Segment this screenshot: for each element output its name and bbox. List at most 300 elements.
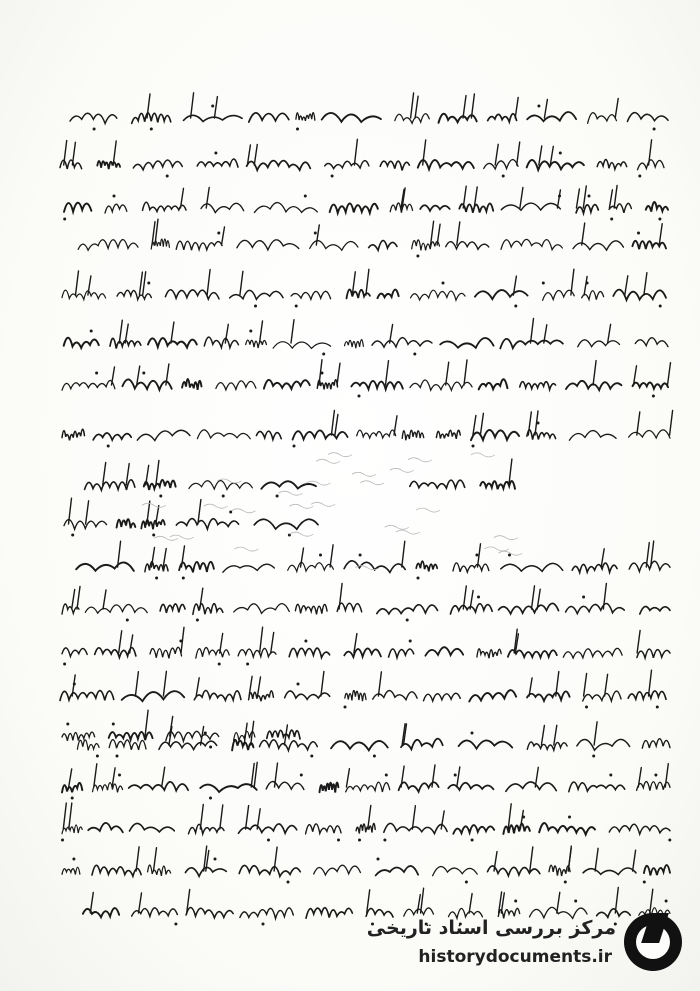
handwritten-stroke bbox=[464, 360, 467, 385]
handwritten-word bbox=[189, 481, 252, 490]
handwritten-dot bbox=[383, 839, 386, 842]
handwritten-stroke bbox=[457, 767, 460, 787]
handwritten-word bbox=[344, 561, 405, 573]
handwritten-word bbox=[543, 290, 575, 300]
handwritten-dot bbox=[373, 755, 376, 758]
handwritten-word bbox=[638, 160, 665, 170]
handwritten-word bbox=[266, 782, 304, 790]
handwritten-dot bbox=[643, 881, 646, 884]
scan-smudge bbox=[289, 504, 313, 508]
handwritten-dot bbox=[665, 900, 668, 903]
handwritten-dot bbox=[297, 683, 300, 686]
handwritten-word bbox=[549, 865, 570, 876]
handwritten-stroke bbox=[568, 846, 571, 871]
handwritten-line bbox=[64, 498, 318, 536]
handwritten-word bbox=[377, 605, 438, 614]
handwritten-dot bbox=[179, 640, 182, 643]
handwritten-word bbox=[322, 113, 381, 122]
handwritten-word bbox=[151, 239, 169, 249]
watermark bbox=[366, 909, 682, 977]
handwritten-word bbox=[369, 241, 397, 251]
handwritten-word bbox=[389, 649, 414, 658]
handwritten-stroke bbox=[335, 414, 338, 435]
handwritten-word bbox=[200, 784, 256, 792]
handwritten-stroke bbox=[576, 189, 579, 208]
handwritten-dot bbox=[267, 839, 270, 842]
handwritten-stroke bbox=[412, 806, 415, 829]
handwritten-dot bbox=[477, 596, 480, 599]
handwritten-word bbox=[499, 603, 559, 613]
handwritten-word bbox=[288, 562, 334, 571]
handwritten-word bbox=[62, 648, 87, 657]
handwritten-stroke bbox=[615, 99, 618, 119]
handwritten-word bbox=[76, 562, 134, 570]
handwritten-word bbox=[93, 433, 131, 440]
handwritten-word bbox=[629, 430, 670, 438]
handwritten-word bbox=[448, 783, 493, 790]
handwritten-dot bbox=[358, 395, 361, 398]
handwritten-stroke bbox=[130, 635, 133, 653]
handwritten-stroke bbox=[69, 769, 72, 787]
handwritten-dot bbox=[417, 577, 420, 580]
handwritten-word bbox=[479, 379, 508, 389]
handwritten-dot bbox=[204, 732, 207, 735]
handwritten-stroke bbox=[69, 803, 72, 829]
handwritten-dot bbox=[63, 663, 66, 666]
handwritten-dot bbox=[66, 723, 69, 726]
handwritten-word bbox=[629, 561, 670, 571]
handwritten-dot bbox=[112, 723, 115, 726]
scan-smudge bbox=[390, 468, 414, 472]
handwritten-stroke bbox=[119, 320, 122, 343]
handwritten-word bbox=[77, 740, 99, 751]
handwritten-stroke bbox=[72, 590, 75, 610]
handwritten-word bbox=[182, 379, 201, 390]
handwritten-stroke bbox=[220, 805, 223, 829]
handwritten-word bbox=[331, 741, 388, 750]
scan-smudge bbox=[154, 536, 178, 540]
handwritten-stroke bbox=[557, 190, 560, 208]
handwritten-stroke bbox=[554, 725, 557, 745]
handwritten-stroke bbox=[463, 96, 466, 118]
handwritten-dot bbox=[304, 195, 307, 198]
handwritten-line bbox=[60, 670, 666, 708]
handwritten-word bbox=[184, 115, 243, 121]
handwritten-dot bbox=[246, 663, 249, 666]
handwritten-stroke bbox=[432, 765, 435, 787]
handwritten-dot bbox=[588, 195, 591, 198]
handwritten-word bbox=[425, 647, 463, 656]
handwritten-dot bbox=[502, 175, 505, 178]
handwritten-dot bbox=[385, 774, 388, 777]
handwritten-word bbox=[527, 742, 567, 750]
handwritten-stroke bbox=[162, 767, 165, 787]
handwritten-word bbox=[306, 824, 341, 834]
handwritten-word bbox=[366, 908, 393, 917]
scan-smudge bbox=[311, 502, 335, 506]
handwritten-word bbox=[520, 382, 556, 390]
handwritten-word bbox=[216, 381, 256, 390]
handwritten-dot bbox=[218, 663, 221, 666]
handwritten-word bbox=[141, 520, 164, 529]
handwritten-line bbox=[60, 139, 664, 177]
handwritten-stroke bbox=[76, 271, 79, 295]
handwritten-stroke bbox=[386, 361, 389, 385]
handwritten-word bbox=[484, 160, 518, 169]
handwritten-word bbox=[395, 114, 429, 124]
handwritten-stroke bbox=[520, 188, 523, 209]
handwritten-dot bbox=[471, 732, 474, 735]
handwritten-stroke bbox=[366, 269, 369, 295]
handwritten-word bbox=[117, 519, 136, 528]
handwritten-word bbox=[416, 561, 437, 571]
handwritten-word bbox=[440, 338, 493, 348]
handwritten-stroke bbox=[260, 627, 263, 653]
handwritten-word bbox=[160, 604, 185, 613]
scan-smudge bbox=[385, 525, 409, 529]
handwritten-dot bbox=[522, 816, 525, 819]
handwritten-word bbox=[501, 563, 563, 571]
handwritten-stroke bbox=[139, 893, 142, 913]
handwritten-dot bbox=[344, 706, 347, 709]
handwritten-stroke bbox=[637, 631, 640, 654]
handwritten-word bbox=[411, 290, 466, 300]
handwritten-word bbox=[346, 782, 390, 792]
handwritten-line bbox=[62, 410, 673, 447]
scan-smudge bbox=[142, 503, 166, 507]
handwritten-dot bbox=[304, 640, 307, 643]
handwritten-dot bbox=[442, 282, 445, 285]
handwritten-word bbox=[122, 691, 184, 701]
handwritten-word bbox=[635, 338, 668, 347]
handwritten-stroke bbox=[291, 320, 294, 343]
handwritten-word bbox=[453, 825, 494, 834]
handwritten-stroke bbox=[517, 142, 520, 165]
handwritten-dot bbox=[514, 305, 517, 308]
handwritten-dot bbox=[113, 195, 116, 198]
handwritten-word bbox=[433, 866, 478, 875]
handwritten-stroke bbox=[72, 142, 75, 165]
scan-smudge bbox=[279, 491, 303, 495]
handwritten-dot bbox=[217, 232, 220, 235]
scan-smudge bbox=[494, 536, 518, 540]
handwritten-word bbox=[446, 242, 489, 250]
scan-smudge bbox=[316, 459, 340, 463]
handwritten-dot bbox=[322, 353, 325, 356]
handwritten-dot bbox=[568, 816, 571, 819]
handwritten-word bbox=[62, 380, 115, 390]
handwritten-stroke bbox=[457, 222, 460, 245]
handwritten-stroke bbox=[254, 144, 257, 165]
handwritten-word bbox=[249, 113, 289, 122]
handwritten-word bbox=[264, 380, 310, 389]
handwritten-word bbox=[539, 823, 595, 834]
handwritten-dot bbox=[654, 774, 657, 777]
handwritten-word bbox=[583, 691, 621, 701]
handwritten-stroke bbox=[530, 847, 533, 871]
handwritten-dot bbox=[413, 353, 416, 356]
handwritten-word bbox=[410, 380, 472, 390]
handwritten-word bbox=[488, 114, 517, 122]
handwritten-word bbox=[194, 690, 241, 700]
handwritten-word bbox=[506, 782, 556, 791]
handwritten-stroke bbox=[614, 186, 617, 209]
handwritten-stroke bbox=[541, 725, 544, 745]
handwritten-word bbox=[150, 647, 182, 658]
handwritten-word bbox=[254, 519, 318, 529]
handwritten-word bbox=[62, 867, 80, 874]
handwritten-word bbox=[330, 204, 378, 213]
handwritten-word bbox=[345, 340, 364, 349]
handwritten-stroke bbox=[331, 410, 334, 435]
handwritten-word bbox=[144, 480, 176, 490]
handwritten-word bbox=[378, 290, 399, 299]
handwritten-dot bbox=[211, 105, 214, 108]
handwritten-stroke bbox=[214, 97, 217, 118]
handwritten-word bbox=[356, 823, 375, 833]
scan-smudge bbox=[416, 508, 440, 512]
handwritten-word bbox=[201, 203, 244, 212]
handwritten-dot bbox=[155, 577, 158, 580]
handwritten-stroke bbox=[94, 764, 97, 787]
handwritten-word bbox=[165, 290, 219, 299]
handwritten-line bbox=[410, 459, 515, 489]
scan-smudge bbox=[328, 453, 352, 457]
handwritten-stroke bbox=[649, 140, 652, 165]
handwritten-word bbox=[477, 649, 501, 659]
handwritten-stroke bbox=[354, 139, 357, 165]
handwritten-word bbox=[109, 740, 146, 750]
handwritten-word bbox=[97, 161, 120, 169]
handwritten-stroke bbox=[584, 277, 587, 296]
handwritten-word bbox=[627, 113, 668, 122]
handwritten-word bbox=[628, 691, 666, 699]
handwritten-dot bbox=[147, 282, 150, 285]
handwritten-dot bbox=[564, 881, 567, 884]
handwritten-word bbox=[644, 865, 670, 875]
handwritten-dot bbox=[508, 554, 511, 557]
handwritten-stroke bbox=[135, 672, 138, 696]
handwritten-word bbox=[64, 338, 99, 348]
handwritten-dot bbox=[262, 923, 265, 926]
handwritten-dot bbox=[359, 554, 362, 557]
handwritten-dot bbox=[142, 372, 145, 375]
handwritten-word bbox=[424, 693, 461, 701]
handwritten-word bbox=[92, 865, 141, 876]
handwritten-dot bbox=[668, 839, 671, 842]
handwritten-dot bbox=[166, 175, 169, 178]
handwritten-word bbox=[597, 160, 626, 170]
handwritten-word bbox=[576, 205, 598, 214]
handwritten-dot bbox=[585, 706, 588, 709]
handwritten-word bbox=[372, 338, 432, 347]
handwritten-dot bbox=[116, 755, 119, 758]
handwritten-stroke bbox=[637, 412, 640, 435]
handwritten-stroke bbox=[156, 461, 159, 486]
handwritten-dot bbox=[90, 330, 93, 333]
handwritten-stroke bbox=[143, 272, 146, 295]
handwritten-dot bbox=[214, 152, 217, 155]
handwritten-dot bbox=[638, 175, 641, 178]
handwritten-dot bbox=[559, 152, 562, 155]
scan-smudge bbox=[204, 504, 228, 508]
handwritten-dot bbox=[454, 774, 457, 777]
handwritten-word bbox=[260, 740, 318, 751]
handwritten-word bbox=[159, 741, 217, 749]
handwritten-word bbox=[62, 783, 82, 793]
handwritten-word bbox=[314, 865, 361, 875]
handwritten-line bbox=[62, 710, 300, 748]
handwritten-dot bbox=[319, 554, 322, 557]
handwritten-dot bbox=[652, 395, 655, 398]
scan-smudge bbox=[231, 509, 255, 513]
handwritten-word bbox=[418, 160, 474, 169]
handwritten-stroke bbox=[139, 272, 142, 295]
handwritten-word bbox=[376, 866, 419, 876]
handwritten-dot bbox=[276, 495, 279, 498]
handwritten-stroke bbox=[156, 506, 159, 524]
handwritten-word bbox=[633, 382, 668, 388]
handwritten-dot bbox=[609, 774, 612, 777]
handwritten-word bbox=[62, 825, 82, 834]
handwritten-word bbox=[223, 564, 274, 572]
handwritten-word bbox=[60, 691, 114, 701]
handwritten-word bbox=[293, 430, 348, 439]
handwritten-word bbox=[469, 690, 516, 701]
handwritten-word bbox=[325, 161, 369, 169]
handwritten-line bbox=[62, 583, 670, 621]
handwritten-dot bbox=[73, 683, 76, 686]
handwritten-dot bbox=[416, 255, 419, 258]
handwritten-dot bbox=[586, 282, 589, 285]
handwritten-dot bbox=[471, 839, 474, 842]
handwritten-line bbox=[78, 219, 666, 257]
handwritten-stroke bbox=[206, 188, 209, 209]
handwritten-stroke bbox=[583, 186, 586, 208]
handwritten-word bbox=[501, 203, 560, 210]
handwritten-dot bbox=[337, 839, 340, 842]
handwritten-dot bbox=[358, 839, 361, 842]
handwritten-word bbox=[239, 824, 297, 833]
handwritten-word bbox=[256, 431, 281, 439]
handwritten-stroke bbox=[251, 763, 254, 787]
handwritten-dot bbox=[300, 774, 303, 777]
handwritten-word bbox=[129, 782, 188, 791]
handwritten-word bbox=[637, 649, 670, 658]
handwritten-stroke bbox=[646, 543, 649, 567]
handwritten-word bbox=[143, 202, 187, 211]
handwritten-stroke bbox=[77, 587, 80, 610]
handwritten-word bbox=[357, 430, 396, 438]
handwritten-word bbox=[62, 732, 95, 741]
handwritten-dot bbox=[96, 755, 99, 758]
handwritten-word bbox=[471, 430, 519, 440]
handwritten-dot bbox=[637, 232, 640, 235]
handwritten-dot bbox=[537, 105, 540, 108]
handwritten-stroke bbox=[593, 361, 596, 385]
handwritten-word bbox=[78, 240, 138, 251]
handwritten-word bbox=[197, 159, 238, 167]
handwritten-dot bbox=[214, 858, 217, 861]
handwritten-stroke bbox=[63, 803, 66, 829]
handwritten-word bbox=[240, 908, 293, 919]
handwritten-word bbox=[273, 342, 331, 349]
handwritten-word bbox=[320, 783, 339, 793]
handwritten-word bbox=[563, 648, 622, 658]
handwritten-line bbox=[62, 627, 670, 665]
handwritten-stroke bbox=[608, 324, 611, 343]
handwritten-line bbox=[63, 186, 668, 221]
handwritten-stroke bbox=[258, 677, 261, 696]
handwritten-word bbox=[193, 604, 223, 615]
handwritten-stroke bbox=[668, 363, 671, 385]
handwritten-word bbox=[285, 691, 330, 699]
handwritten-word bbox=[267, 730, 300, 739]
handwritten-stroke bbox=[246, 806, 249, 829]
handwritten-word bbox=[588, 113, 617, 124]
handwritten-dot bbox=[61, 839, 64, 842]
handwritten-dot bbox=[406, 619, 409, 622]
handwritten-dot bbox=[314, 232, 317, 235]
handwritten-dot bbox=[310, 755, 313, 758]
handwritten-word bbox=[295, 604, 327, 614]
handwritten-word bbox=[453, 563, 489, 572]
handwritten-stroke bbox=[603, 583, 606, 609]
handwritten-stroke bbox=[649, 670, 652, 696]
handwritten-dot bbox=[174, 923, 177, 926]
handwritten-word bbox=[239, 865, 300, 876]
handwritten-word bbox=[609, 203, 631, 212]
handwritten-dot bbox=[558, 195, 561, 198]
handwritten-dot bbox=[592, 755, 595, 758]
handwritten-stroke bbox=[163, 671, 166, 696]
handwritten-word bbox=[583, 868, 636, 875]
handwritten-dot bbox=[331, 175, 334, 178]
handwritten-dot bbox=[656, 706, 659, 709]
handwritten-stroke bbox=[495, 144, 498, 165]
handwritten-line bbox=[62, 846, 670, 883]
handwritten-stroke bbox=[222, 227, 225, 245]
handwritten-word bbox=[197, 430, 250, 439]
handwritten-word bbox=[503, 824, 529, 834]
handwritten-word bbox=[234, 604, 290, 614]
handwritten-stroke bbox=[437, 224, 440, 245]
handwritten-stroke bbox=[515, 97, 518, 118]
handwritten-word bbox=[436, 430, 460, 439]
handwritten-stroke bbox=[337, 363, 340, 385]
handwritten-word bbox=[642, 739, 670, 749]
handwritten-stroke bbox=[321, 671, 324, 696]
handwritten-word bbox=[148, 338, 197, 347]
handwritten-dot bbox=[209, 797, 212, 800]
handwritten-word bbox=[351, 381, 402, 389]
handwritten-dot bbox=[126, 619, 129, 622]
handwritten-word bbox=[577, 739, 630, 750]
handwritten-word bbox=[632, 241, 666, 249]
handwritten-dot bbox=[63, 218, 66, 221]
handwritten-stroke bbox=[633, 850, 636, 871]
handwritten-word bbox=[569, 782, 625, 792]
handwritten-stroke bbox=[257, 809, 260, 829]
handwritten-line bbox=[62, 269, 666, 307]
handwritten-word bbox=[133, 160, 182, 170]
handwritten-word bbox=[527, 691, 570, 701]
handwritten-stroke bbox=[196, 678, 199, 696]
handwritten-word bbox=[410, 480, 465, 488]
handwritten-dot bbox=[472, 445, 475, 448]
handwritten-word bbox=[488, 866, 540, 876]
handwritten-stroke bbox=[595, 848, 598, 871]
